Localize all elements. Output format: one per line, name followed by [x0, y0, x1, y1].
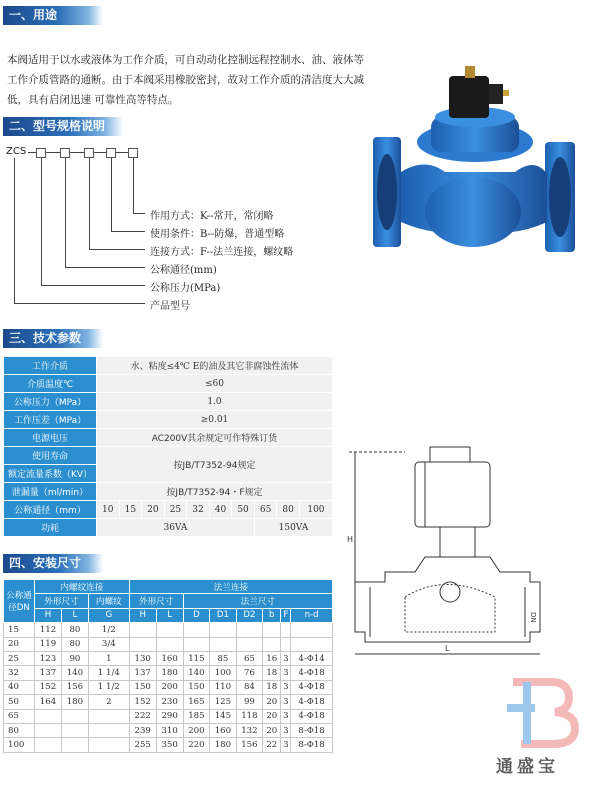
dn-cell: 25	[4, 651, 35, 665]
model-label: 公称压力(MPa)	[150, 283, 221, 294]
dim-cell: 290	[156, 709, 183, 723]
tech-value: 水、粘度≤4℃ E的油及其它非腐蚀性流体	[97, 357, 333, 375]
dim-cell: 140	[61, 666, 88, 680]
dim-cell: 137	[129, 666, 156, 680]
intro-line: 低，具有启闭迅速 可靠性高等特点。	[7, 94, 179, 106]
table-row	[4, 393, 333, 411]
dim-cell: 112	[35, 623, 62, 637]
dim-cell: 80	[61, 623, 88, 637]
col-header: H	[129, 608, 156, 622]
dim-cell	[156, 623, 183, 637]
col-header: D	[183, 608, 210, 622]
dn-cell: 50	[232, 501, 255, 519]
dim-cell: 90	[61, 651, 88, 665]
dim-cell	[156, 637, 183, 651]
dim-cell: 3	[281, 695, 291, 709]
dim-cell: 140	[183, 666, 210, 680]
dim-cell	[210, 623, 237, 637]
dim-cell: 3	[281, 723, 291, 737]
col-header: n-d	[291, 608, 333, 622]
table-row	[4, 723, 333, 737]
dim-cell: 85	[210, 651, 237, 665]
tech-label: 工作压差（MPa）	[4, 411, 97, 429]
dim-cell: 180	[210, 738, 237, 752]
table-row	[4, 483, 333, 501]
dim-cell: 180	[61, 695, 88, 709]
dim-cell	[263, 637, 281, 651]
dim-cell: 123	[35, 651, 62, 665]
dim-cell: 222	[129, 709, 156, 723]
table-row	[4, 519, 333, 537]
dim-cell: 137	[35, 666, 62, 680]
dn-cell: 15	[4, 623, 35, 637]
table-row	[4, 651, 333, 665]
col-header: D1	[210, 608, 237, 622]
dim-cell: 100	[210, 666, 237, 680]
dim-cell: 18	[263, 666, 281, 680]
table-row	[4, 357, 333, 375]
dim-cell: 110	[210, 680, 237, 694]
tech-table	[3, 356, 333, 537]
power-cell: 150VA	[254, 519, 332, 537]
dn-cell: 15	[119, 501, 142, 519]
dn-cell: 65	[4, 709, 35, 723]
dim-cell: 65	[236, 651, 263, 665]
dim-cell: 255	[129, 738, 156, 752]
section-usage-header: 一、用途	[3, 6, 103, 25]
col-header: F	[281, 608, 291, 622]
dim-cell: 230	[156, 695, 183, 709]
dim-cell: 4-Φ18	[291, 666, 333, 680]
header-flange-size: 法兰尺寸	[183, 594, 332, 608]
dim-cell	[281, 623, 291, 637]
section-dims-header: 四、安装尺寸	[3, 554, 103, 573]
dim-cell	[88, 709, 129, 723]
tech-value: 按JB/T7352-94・F规定	[97, 483, 333, 501]
dim-cell: 1/2	[88, 623, 129, 637]
dim-cell: 18	[263, 680, 281, 694]
dim-cell: 8-Φ18	[291, 738, 333, 752]
tech-label: 公称通径（mm）	[4, 501, 97, 519]
table-row	[4, 623, 333, 637]
intro-paragraph	[7, 50, 364, 110]
col-header: G	[88, 608, 129, 622]
tech-label: 额定流量系数（KV）	[4, 465, 97, 483]
dim-cell: 130	[129, 651, 156, 665]
dn-cell: 10	[97, 501, 120, 519]
dim-cell: 20	[263, 695, 281, 709]
dim-cell: 180	[156, 666, 183, 680]
table-row	[4, 709, 333, 723]
dim-cell: 200	[156, 680, 183, 694]
dim-cell: 16	[263, 651, 281, 665]
dim-cell	[129, 623, 156, 637]
tech-label: 工作介质	[4, 357, 97, 375]
dim-cell	[281, 637, 291, 651]
dim-cell: 200	[183, 723, 210, 737]
dn-cell: 50	[4, 695, 35, 709]
dim-cell: 20	[263, 723, 281, 737]
dim-cell: 156	[236, 738, 263, 752]
power-cell: 36VA	[97, 519, 255, 537]
tech-value: AC200V其余规定可作特殊订货	[97, 429, 333, 447]
dim-cell: 119	[35, 637, 62, 651]
table-row	[4, 666, 333, 680]
dim-cell: 3	[281, 680, 291, 694]
dim-cell: 115	[183, 651, 210, 665]
dim-cell: 2	[88, 695, 129, 709]
table-row	[4, 447, 333, 465]
dn-cell: 40	[209, 501, 232, 519]
table-row	[4, 411, 333, 429]
table-row	[4, 695, 333, 709]
model-label: 作用方式：K--常开，常闭略	[150, 211, 274, 222]
dim-cell: 84	[236, 680, 263, 694]
dim-cell: 3	[281, 709, 291, 723]
dim-cell: 125	[210, 695, 237, 709]
intro-line: 工作介质管路的通断。由于本阀采用橡胶密封，故对工作介质的清洁度大大减	[7, 74, 364, 86]
dim-cell	[35, 723, 62, 737]
dim-cell: 3	[281, 651, 291, 665]
dim-cell: 152	[129, 695, 156, 709]
dn-cell: 20	[142, 501, 165, 519]
dim-cell: 4-Φ18	[291, 680, 333, 694]
intro-line: 本阀适用于以水或液体为工作介质，可自动动化控制远程控制水、油、液体等	[7, 54, 364, 66]
dims-body	[4, 623, 333, 753]
dim-cell	[61, 723, 88, 737]
dim-cell	[88, 723, 129, 737]
dim-cell	[61, 738, 88, 752]
model-label: 连接方式：F--法兰连接，螺纹略	[150, 247, 294, 258]
col-header: L	[156, 608, 183, 622]
tech-label: 公称压力（MPa）	[4, 393, 97, 411]
dim-cell: 164	[35, 695, 62, 709]
table-row	[4, 680, 333, 694]
dims-table	[3, 579, 333, 753]
dim-cell	[210, 637, 237, 651]
header-inner-thread: 内螺纹	[88, 594, 129, 608]
dn-cell: 40	[4, 680, 35, 694]
dim-cell	[35, 738, 62, 752]
tech-label: 介质温度℃	[4, 375, 97, 393]
tech-label: 使用寿命	[4, 447, 97, 465]
dim-cell: 350	[156, 738, 183, 752]
model-label: 公称通径(mm)	[150, 265, 217, 276]
model-label: 产品型号	[150, 301, 190, 312]
dn-cell: 32	[4, 666, 35, 680]
dim-cell: 1	[88, 651, 129, 665]
dim-cell: 160	[156, 651, 183, 665]
dim-cell	[263, 623, 281, 637]
dn-cell: 80	[4, 723, 35, 737]
dim-cell	[183, 623, 210, 637]
model-label: 使用条件：B--防爆，普通型略	[150, 229, 285, 240]
dn-cell: 20	[4, 637, 35, 651]
dim-cell: 160	[210, 723, 237, 737]
table-row	[4, 501, 333, 519]
tech-label: 功耗	[4, 519, 97, 537]
dim-cell: 185	[183, 709, 210, 723]
tech-label: 泄漏量（ml/min）	[4, 483, 97, 501]
dn-cell: 65	[254, 501, 277, 519]
tech-value: ≥0.01	[97, 411, 333, 429]
header-dn: 公称通径DN	[4, 580, 35, 623]
tech-value: 1.0	[97, 393, 333, 411]
valve-section-drawing	[345, 432, 545, 662]
dim-cell: 145	[210, 709, 237, 723]
dn-cell: 80	[277, 501, 300, 519]
table-row	[4, 429, 333, 447]
dim-cell: 310	[156, 723, 183, 737]
dim-cell: 76	[236, 666, 263, 680]
dim-cell: 8-Φ18	[291, 723, 333, 737]
dn-cell: 100	[4, 738, 35, 752]
dim-cell	[35, 709, 62, 723]
dim-cell: 132	[236, 723, 263, 737]
dim-cell	[236, 623, 263, 637]
dim-cell: 1 1/2	[88, 680, 129, 694]
dim-cell	[183, 637, 210, 651]
table-row	[4, 375, 333, 393]
brand-logo-mark	[505, 668, 585, 748]
header-flange: 法兰连接	[129, 580, 332, 594]
dim-cell: 118	[236, 709, 263, 723]
dim-cell: 22	[263, 738, 281, 752]
col-header: D2	[236, 608, 263, 622]
dim-cell	[291, 623, 333, 637]
dim-cell: 165	[183, 695, 210, 709]
dim-cell: 3/4	[88, 637, 129, 651]
dim-cell: 3	[281, 738, 291, 752]
dim-cell	[88, 738, 129, 752]
dn-cell: 32	[187, 501, 210, 519]
dim-label-dn: DN	[529, 612, 537, 623]
tech-value: 按JB/T7352-94规定	[97, 447, 333, 483]
dim-cell: 99	[236, 695, 263, 709]
header-outer: 外形尺寸	[35, 594, 89, 608]
dim-cell: 20	[263, 709, 281, 723]
dim-cell: 4-Φ14	[291, 651, 333, 665]
table-row	[4, 738, 333, 752]
dim-cell	[291, 637, 333, 651]
dim-cell: 220	[183, 738, 210, 752]
valve-product-image	[365, 62, 590, 262]
dim-cell	[236, 637, 263, 651]
header-thread: 内螺纹连接	[35, 580, 130, 594]
dim-cell	[61, 709, 88, 723]
brand-logo-text: 通盛宝	[496, 757, 559, 777]
col-header: L	[61, 608, 88, 622]
model-prefix: ZCS	[6, 146, 27, 157]
dim-cell: 152	[35, 680, 62, 694]
tech-value: ≤60	[97, 375, 333, 393]
dim-cell	[129, 637, 156, 651]
dn-cell: 25	[164, 501, 187, 519]
col-header: b	[263, 608, 281, 622]
table-row	[4, 637, 333, 651]
dim-cell: 239	[129, 723, 156, 737]
dim-label-l: L	[445, 644, 450, 653]
header-outer2: 外形尺寸	[129, 594, 183, 608]
tech-label: 电源电压	[4, 429, 97, 447]
dim-cell: 80	[61, 637, 88, 651]
dim-cell: 1 1/4	[88, 666, 129, 680]
dim-cell: 3	[281, 666, 291, 680]
dim-cell: 4-Φ18	[291, 709, 333, 723]
dim-cell: 4-Φ18	[291, 695, 333, 709]
section-model-header: 二、型号规格说明	[3, 117, 123, 136]
dim-label-h: H	[347, 535, 354, 544]
dim-cell: 150	[183, 680, 210, 694]
section-tech-header: 三、技术参数	[3, 329, 103, 348]
dim-cell: 150	[129, 680, 156, 694]
col-header: H	[35, 608, 62, 622]
dim-cell: 156	[61, 680, 88, 694]
dn-cell: 100	[299, 501, 332, 519]
